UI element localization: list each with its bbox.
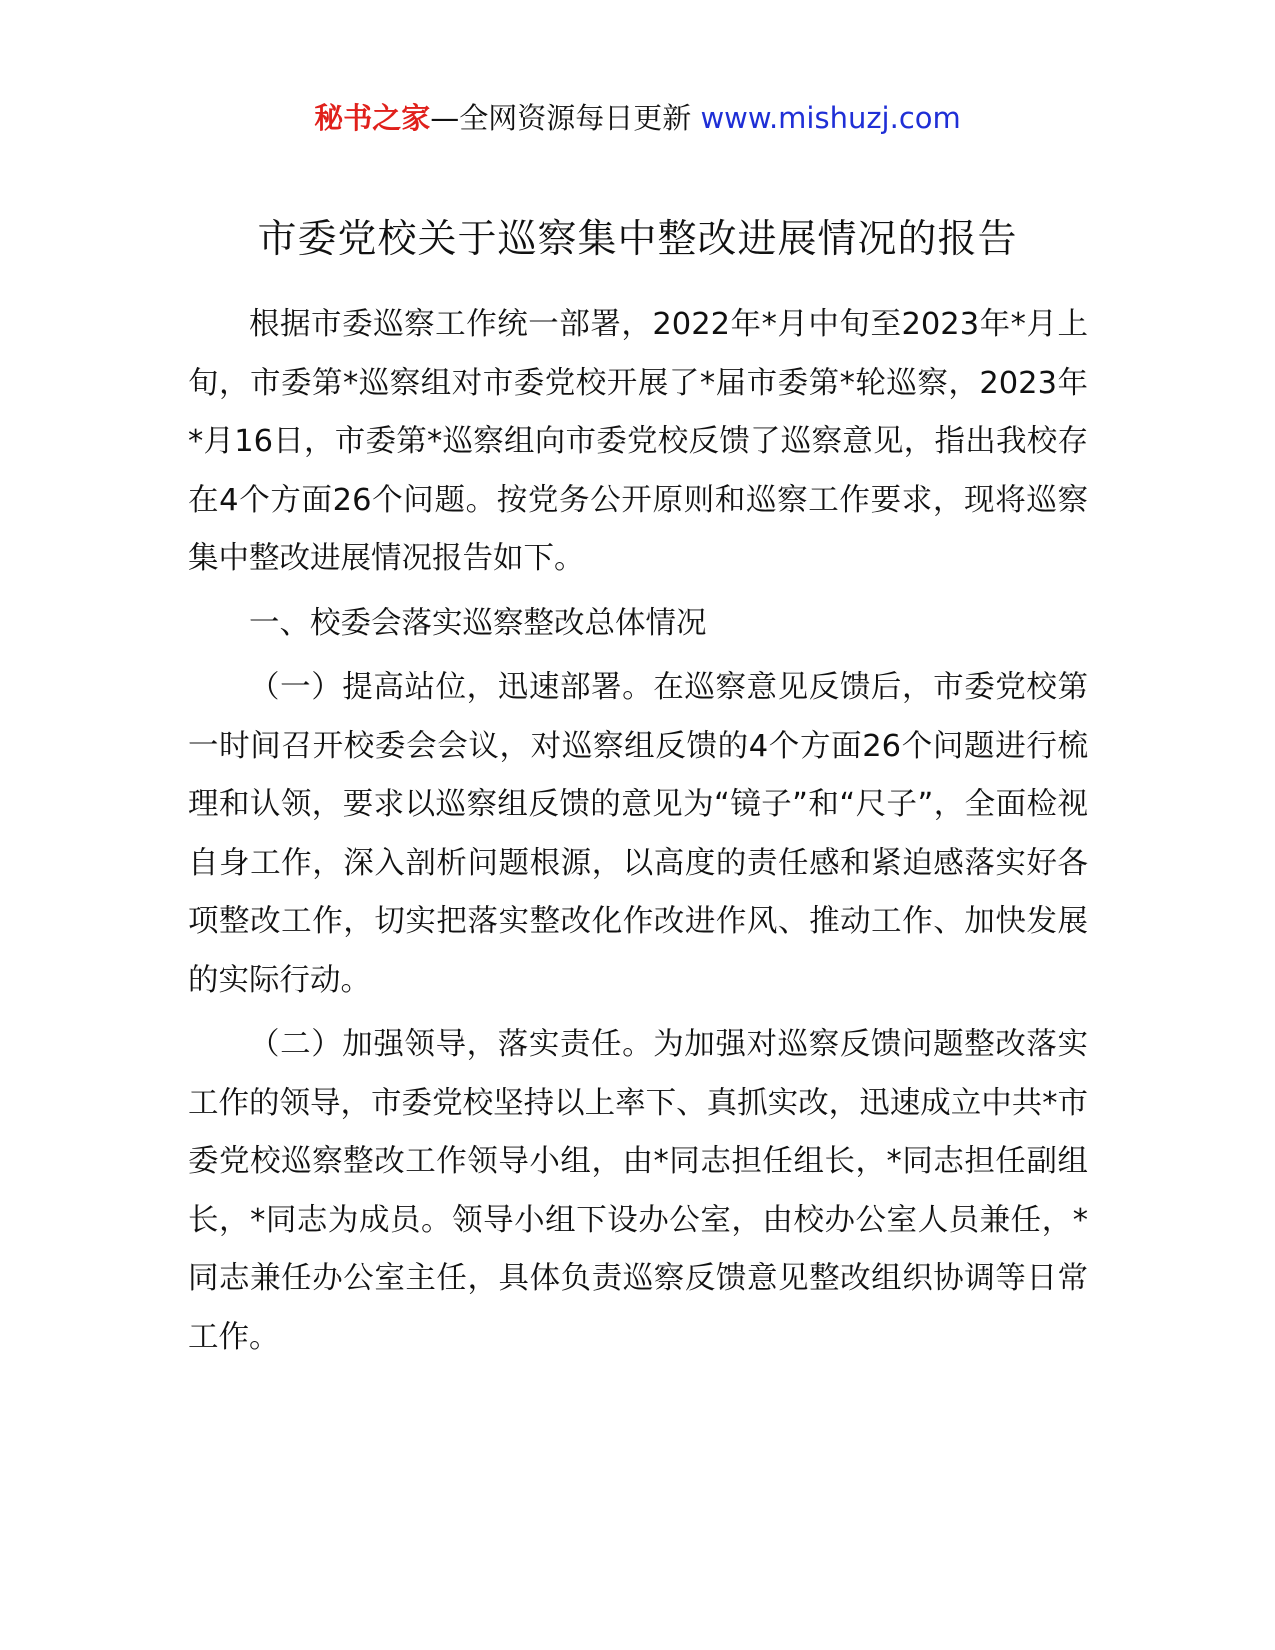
header-slogan: —全网资源每日更新 [430,101,692,135]
document-body [188,296,1088,1373]
website-link[interactable]: www.mishuzj.com [700,101,961,135]
body-paragraph: （一）提高站位，迅速部署。在巡察意见反馈后，市委党校第一时间召开校委会会议，对巡察组反馈的4个方面26个问题进行梳理和认领，要求以巡察组反馈的意见为“镜子”和“尺子”，全面检视自身工作，深入剖析问题根源，以高度的责任感和紧迫感落实好各项整改工作，切实把落实整改化作改进作风、推动工作、加快发展的实际行动。 [188,670,1088,998]
document-title: 市委党校关于巡察集中整改进展情况的报告 [257,217,1018,262]
body-paragraph: （二）加强领导，落实责任。为加强对巡察反馈问题整改落实工作的领导，市委党校坚持以上率下、真抓实改，迅速成立中共*市委党校巡察整改工作领导小组，由*同志担任组长，*同志担任副组长，*同志为成员。领导小组下设办公室，由校办公室人员兼任，*同志兼任办公室主任，具体负责巡察反馈意见整改组织协调等日常工作。 [188,1027,1088,1355]
brand-name: 秘书之家 [314,101,431,135]
site-header [0,98,1275,138]
intro-paragraph: 根据市委巡察工作统一部署，2022年*月中旬至2023年*月上旬，市委第*巡察组对市委党校开展了*届市委第*轮巡察，2023年*月16日，市委第*巡察组向市委党校反馈了巡察意见，指出我校存在4个方面26个问题。按党务公开原则和巡察工作要求，现将巡察集中整改进展情况报告如下。 [188,307,1088,576]
section-heading: 一、校委会落实巡察整改总体情况 [249,605,707,641]
